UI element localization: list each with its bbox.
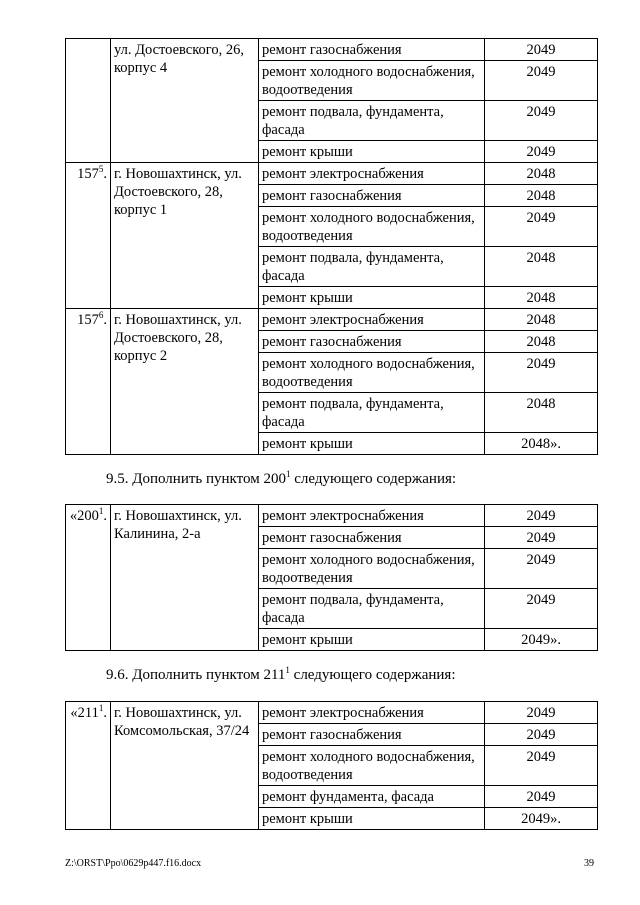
works-table-1-body bbox=[66, 39, 598, 455]
year-cell: 2048 bbox=[485, 163, 598, 185]
item-number: «200 bbox=[69, 508, 99, 524]
year-cell: 2048». bbox=[485, 433, 598, 455]
year-cell: 2049 bbox=[485, 702, 598, 724]
table-row bbox=[66, 702, 598, 724]
year-cell: 2049». bbox=[485, 808, 598, 830]
works-table-3 bbox=[65, 701, 598, 830]
year-cell: 2049 bbox=[485, 61, 598, 101]
paragraph-9-6 bbox=[106, 666, 456, 684]
year-cell: 2049 bbox=[485, 101, 598, 141]
item-number-superscript: 1 bbox=[98, 506, 104, 517]
work-type-cell: ремонт подвала, фундамента, фасада bbox=[259, 589, 485, 629]
work-type-cell: ремонт холодного водоснабжения, водоотведения bbox=[259, 746, 485, 786]
work-type-cell: ремонт крыши bbox=[259, 629, 485, 651]
item-number-cell bbox=[66, 505, 111, 651]
address-cell: ул. Достоевского, 26, корпус 4 bbox=[111, 39, 259, 163]
work-type-cell: ремонт подвала, фундамента, фасада bbox=[259, 101, 485, 141]
works-table-2 bbox=[65, 504, 598, 651]
year-cell: 2049 bbox=[485, 724, 598, 746]
work-type-cell: ремонт фундамента, фасада bbox=[259, 786, 485, 808]
work-type-cell: ремонт подвала, фундамента, фасада bbox=[259, 393, 485, 433]
work-type-cell: ремонт крыши bbox=[259, 287, 485, 309]
item-number-superscript: 1 bbox=[98, 703, 104, 714]
paragraph-text: 9.5. Дополнить пунктом 200 bbox=[106, 471, 286, 487]
item-number-suffix: . bbox=[103, 166, 107, 182]
superscript: 1 bbox=[285, 469, 291, 479]
works-table-2-body bbox=[66, 505, 598, 651]
address-cell: г. Новошахтинск, ул. Достоевского, 28, корпус 1 bbox=[111, 163, 259, 309]
year-cell: 2049 bbox=[485, 353, 598, 393]
paragraph-9-5 bbox=[106, 470, 456, 488]
year-cell: 2049 bbox=[485, 549, 598, 589]
item-number-cell bbox=[66, 309, 111, 455]
item-number-cell bbox=[66, 39, 111, 163]
work-type-cell: ремонт подвала, фундамента, фасада bbox=[259, 247, 485, 287]
work-type-cell: ремонт холодного водоснабжения, водоотведения bbox=[259, 61, 485, 101]
work-type-cell: ремонт газоснабжения bbox=[259, 185, 485, 207]
work-type-cell: ремонт газоснабжения bbox=[259, 39, 485, 61]
item-number: 157 bbox=[77, 166, 99, 182]
work-type-cell: ремонт холодного водоснабжения, водоотведения bbox=[259, 353, 485, 393]
item-number-suffix: . bbox=[103, 705, 107, 721]
work-type-cell: ремонт газоснабжения bbox=[259, 527, 485, 549]
works-table-3-body bbox=[66, 702, 598, 830]
work-type-cell: ремонт холодного водоснабжения, водоотведения bbox=[259, 207, 485, 247]
item-number-superscript: 5 bbox=[98, 164, 104, 175]
work-type-cell: ремонт электроснабжения bbox=[259, 505, 485, 527]
work-type-cell: ремонт электроснабжения bbox=[259, 702, 485, 724]
paragraph-text: следующего содержания: bbox=[289, 667, 456, 683]
year-cell: 2048 bbox=[485, 185, 598, 207]
year-cell: 2049 bbox=[485, 207, 598, 247]
item-number: 157 bbox=[77, 312, 99, 328]
year-cell: 2048 bbox=[485, 287, 598, 309]
year-cell: 2049 bbox=[485, 527, 598, 549]
address-cell: г. Новошахтинск, ул. Комсомольская, 37/24 bbox=[111, 702, 259, 830]
table-row bbox=[66, 505, 598, 527]
table-row bbox=[66, 309, 598, 331]
year-cell: 2049 bbox=[485, 746, 598, 786]
table-row bbox=[66, 39, 598, 61]
item-number-cell bbox=[66, 702, 111, 830]
work-type-cell: ремонт холодного водоснабжения, водоотведения bbox=[259, 549, 485, 589]
work-type-cell: ремонт газоснабжения bbox=[259, 724, 485, 746]
year-cell: 2049 bbox=[485, 141, 598, 163]
work-type-cell: ремонт электроснабжения bbox=[259, 309, 485, 331]
work-type-cell: ремонт крыши bbox=[259, 433, 485, 455]
year-cell: 2049 bbox=[485, 505, 598, 527]
year-cell: 2048 bbox=[485, 393, 598, 433]
year-cell: 2048 bbox=[485, 331, 598, 353]
year-cell: 2049 bbox=[485, 786, 598, 808]
works-table-1 bbox=[65, 38, 598, 455]
address-cell: г. Новошахтинск, ул. Калинина, 2-а bbox=[111, 505, 259, 651]
item-number: «211 bbox=[70, 705, 99, 721]
year-cell: 2049». bbox=[485, 629, 598, 651]
item-number-superscript: 6 bbox=[98, 310, 104, 321]
item-number-cell bbox=[66, 163, 111, 309]
table-row bbox=[66, 163, 598, 185]
work-type-cell: ремонт крыши bbox=[259, 808, 485, 830]
superscript: 1 bbox=[285, 665, 290, 675]
item-number-suffix: . bbox=[103, 508, 107, 524]
address-cell: г. Новошахтинск, ул. Достоевского, 28, корпус 2 bbox=[111, 309, 259, 455]
year-cell: 2049 bbox=[485, 589, 598, 629]
year-cell: 2049 bbox=[485, 39, 598, 61]
work-type-cell: ремонт крыши bbox=[259, 141, 485, 163]
item-number-suffix: . bbox=[103, 312, 107, 328]
paragraph-text: 9.6. Дополнить пунктом 211 bbox=[106, 667, 286, 683]
footer-page-number: 39 bbox=[584, 858, 594, 869]
year-cell: 2048 bbox=[485, 309, 598, 331]
year-cell: 2048 bbox=[485, 247, 598, 287]
work-type-cell: ремонт газоснабжения bbox=[259, 331, 485, 353]
work-type-cell: ремонт электроснабжения bbox=[259, 163, 485, 185]
paragraph-text: следующего содержания: bbox=[290, 471, 457, 487]
footer-file-path: Z:\ORST\Ppo\0629p447.f16.docx bbox=[65, 858, 202, 869]
